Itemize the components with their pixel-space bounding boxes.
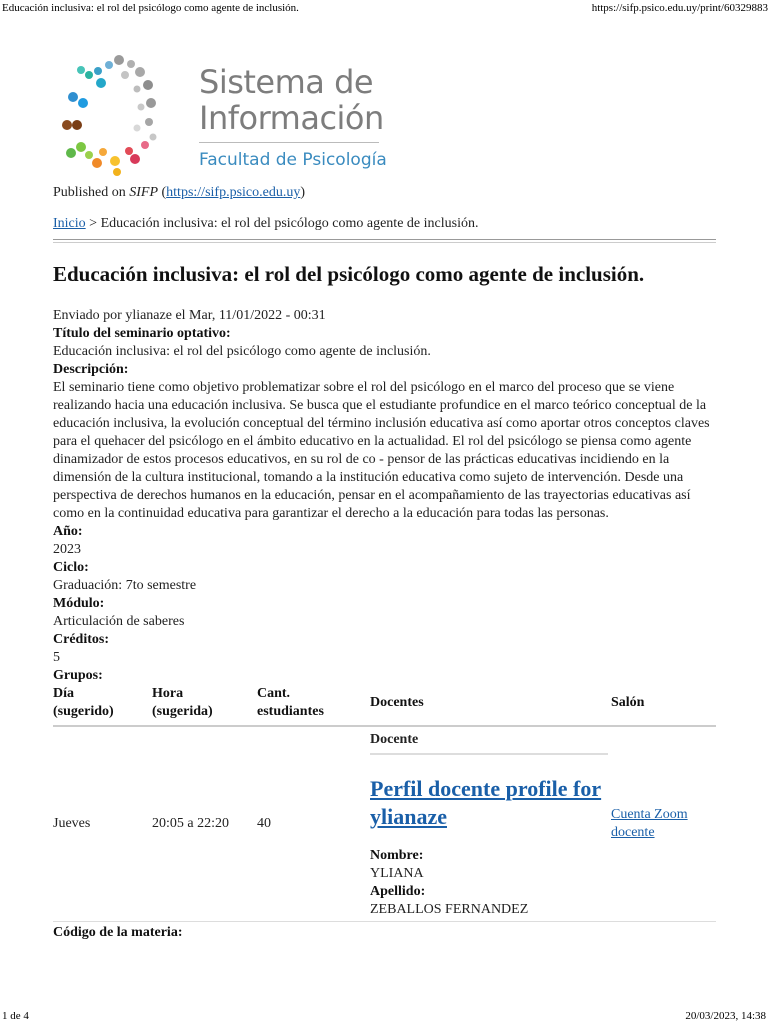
docente-subheader: Docente [370, 727, 608, 755]
published-line [53, 184, 716, 202]
breadcrumb-home-link[interactable]: Inicio [53, 216, 86, 231]
col-header-docentes: Docentes [370, 685, 611, 726]
logo-divider [199, 142, 379, 143]
col-header-hora-line1: Hora [152, 686, 184, 701]
ciclo-label: Ciclo: [53, 560, 89, 575]
published-prefix: Published on [53, 185, 126, 200]
cell-cant: 40 [257, 816, 271, 831]
col-header-hora-line2: (sugerida) [152, 704, 213, 719]
creditos-value: 5 [53, 650, 60, 665]
grupos-label: Grupos: [53, 668, 103, 683]
page-content [53, 50, 716, 942]
breadcrumb-separator: > [89, 216, 98, 231]
titulo-value: Educación inclusiva: el rol del psicólogo como agente de inclusión. [53, 344, 431, 359]
cell-hora: 20:05 a 22:20 [152, 816, 229, 831]
published-url-link[interactable]: https://sifp.psico.edu.uy [166, 185, 301, 200]
col-header-dia-line2: (sugerido) [53, 704, 114, 719]
published-close-paren: ) [300, 185, 306, 200]
col-header-cant-line2: estudiantes [257, 704, 324, 719]
anio-value: 2023 [53, 542, 81, 557]
grupos-table [53, 685, 716, 922]
print-footer-page: 1 de 4 [2, 1010, 29, 1022]
page-title: Educación inclusiva: el rol del psicólogo como agente de inclusión. [53, 262, 645, 286]
apellido-value: ZEBALLOS FERNANDEZ [370, 902, 529, 917]
print-header [0, 0, 768, 16]
anio-label: Año: [53, 524, 83, 539]
descripcion-label: Descripción: [53, 362, 129, 377]
logo-subtitle: Facultad de Psicología [199, 150, 387, 170]
col-header-dia-line1: Día [53, 686, 74, 701]
col-header-cant [257, 685, 370, 726]
modulo-value: Articulación de saberes [53, 614, 185, 629]
breadcrumb-divider [53, 239, 716, 243]
published-open-paren: ( [161, 185, 167, 200]
print-header-url: https://sifp.psico.edu.uy/print/60329883 [591, 2, 768, 14]
print-header-title: Educación inclusiva: el rol del psicólogo como agente de inclusión. [2, 2, 299, 14]
grupos-table-header-row [53, 685, 716, 726]
breadcrumb-current: Educación inclusiva: el rol del psicólogo como agente de inclusión. [100, 216, 479, 231]
table-row [53, 726, 716, 922]
nombre-value: YLIANA [370, 866, 424, 881]
salon-zoom-link[interactable]: Cuenta Zoom docente [611, 807, 688, 840]
cell-salon [611, 726, 716, 922]
ciclo-value: Graduación: 7to semestre [53, 578, 197, 593]
submitted-info: Enviado por ylianaze el Mar, 11/01/2022 - 00:31 [53, 308, 326, 323]
docente-details [370, 847, 611, 921]
codigo-label: Código de la materia: [53, 925, 183, 940]
site-logo[interactable] [53, 50, 393, 182]
col-header-cant-line1: Cant. [257, 686, 291, 701]
cell-docentes [370, 726, 611, 922]
print-footer [0, 1008, 768, 1024]
nombre-label: Nombre: [370, 848, 424, 863]
titulo-label: Título del seminario optativo: [53, 326, 231, 341]
creditos-label: Créditos: [53, 632, 109, 647]
print-footer-datetime: 20/03/2023, 14:38 [685, 1010, 766, 1022]
perfil-docente-link[interactable]: Perfil docente profile for ylianaze [370, 776, 602, 829]
col-header-dia [53, 685, 152, 726]
logo-title-line2: Información [199, 99, 384, 137]
apellido-label: Apellido: [370, 884, 426, 899]
node-body [53, 307, 716, 942]
col-header-salon: Salón [611, 685, 716, 726]
descripcion-value: El seminario tiene como objetivo problematizar sobre el rol del psicólogo en el marco del proceso que se viene realizando hacia una educación inclusiva. Se busca que el estudiante profundice en el marco teórico conceptual de la educación inclusiva, la evolución conceptual del término inclusión educativa así como aportar otros conceptos claves para el quehacer del psicólogo en el ámbito educativo en la actualidad. El rol del psicólogo se piensa como agente dinamizador de estos procesos educativos, en su rol de co - pensor de las prácticas educativas incidiendo en la dimensión de la cultura institucional, tomando a la institución educativa como sujeto de intervención. Desde una perspectiva de derechos humanos en la educación, pensar en el acompañamiento de las trayectorias educativas así como en la continuidad educativa para garantizar el derecho a la educación para todas las personas. [53, 380, 710, 521]
breadcrumb [53, 215, 716, 233]
published-site: SIFP [129, 185, 158, 200]
logo-dots-icon [53, 55, 183, 180]
col-header-hora [152, 685, 257, 726]
cell-dia: Jueves [53, 816, 91, 831]
logo-title-line1: Sistema de [199, 63, 374, 101]
modulo-label: Módulo: [53, 596, 105, 611]
